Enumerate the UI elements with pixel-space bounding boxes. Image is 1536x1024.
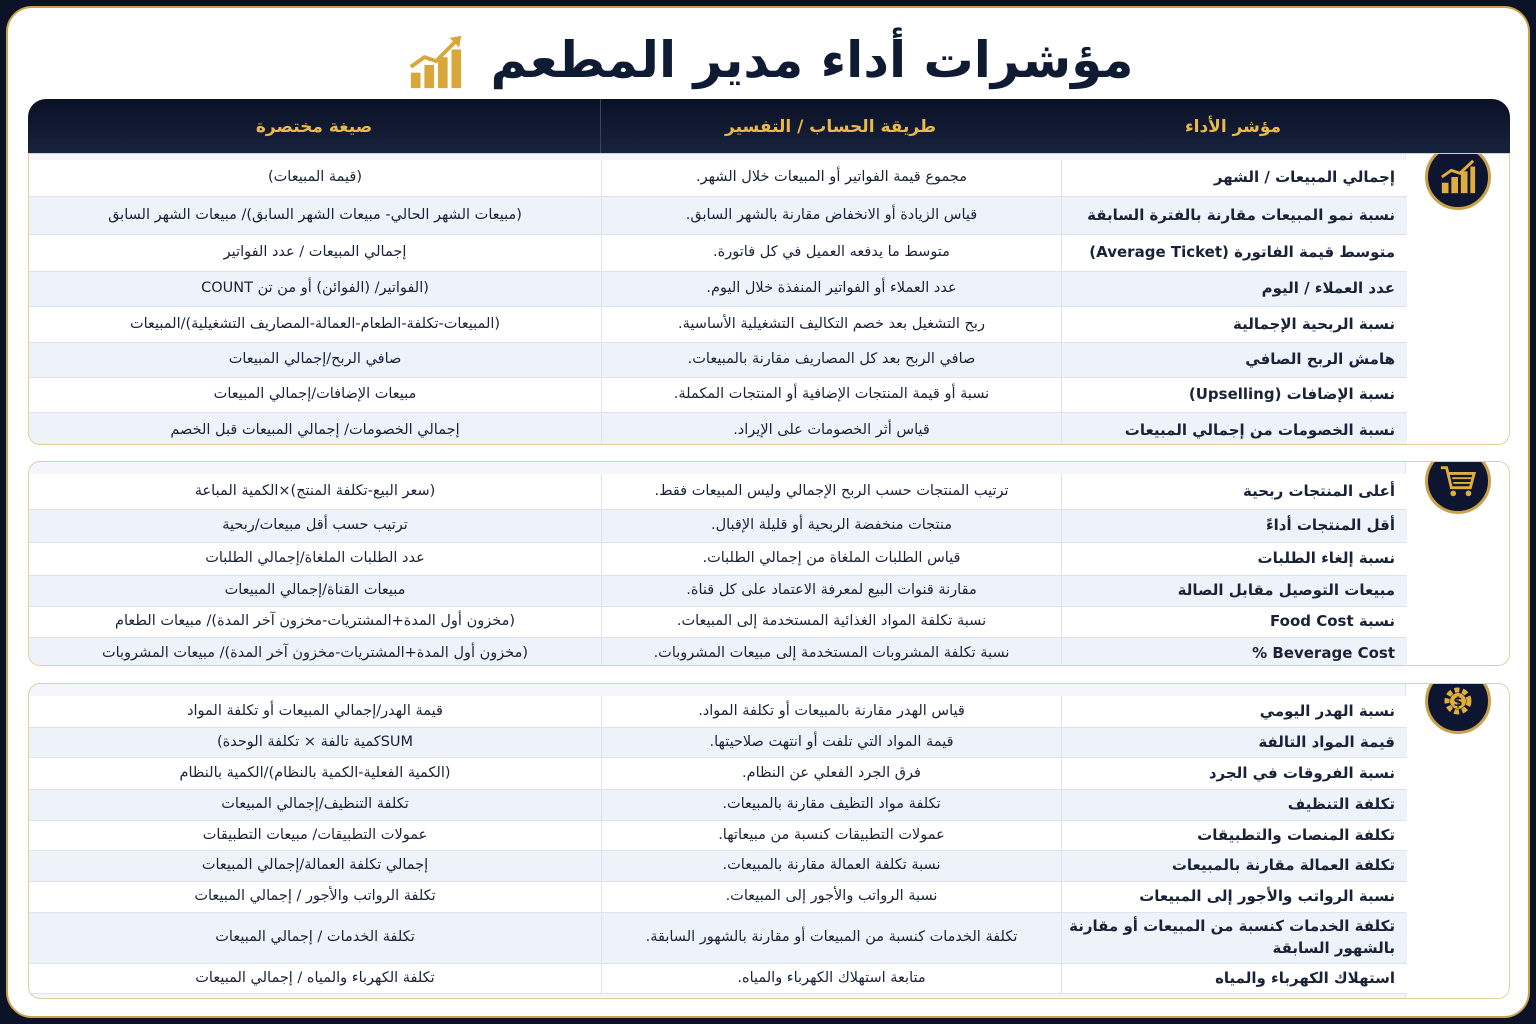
method-cell: تكلفة الخدمات كنسبة من المبيعات أو مقارنة بالشهور السابقة. <box>601 913 1061 963</box>
formula-cell: إجمالي المبيعات / عدد الفواتير <box>223 244 407 261</box>
kpi-cell: استهلاك الكهرباء والمياه <box>1061 964 1407 993</box>
cost-gear-icon <box>1425 683 1491 734</box>
formula-cell: تكلفة التنظيف/إجمالي المبيعات <box>221 796 409 813</box>
method-cell: عدد العملاء أو الفواتير المنفذة خلال اليوم. <box>601 272 1061 306</box>
kpi-cell: نسبة الهدر اليومي <box>1061 696 1407 727</box>
method-cell: قياس الطلبات الملغاة من إجمالي الطلبات. <box>601 543 1061 575</box>
table-row <box>29 272 1407 307</box>
formula-cell: عدد الطلبات الملغاة/إجمالي الطلبات <box>205 550 425 567</box>
table-row <box>29 543 1407 576</box>
method-cell: نسبة تكلفة المشروبات المستخدمة إلى مبيعات المشروبات. <box>601 638 1061 666</box>
table-row <box>29 307 1407 343</box>
formula-cell: (سعر البيع-تكلفة المنتج)×الكمية المباعة <box>194 482 436 499</box>
page-title: مؤشرات أداء مدير المطعم <box>490 31 1134 89</box>
kpi-cell: نسبة إلغاء الطلبات <box>1061 543 1407 575</box>
table-row <box>29 790 1407 821</box>
kpi-cell: نسبة Food Cost <box>1061 607 1407 637</box>
table-row <box>29 851 1407 882</box>
table-row <box>29 638 1407 666</box>
kpi-cell: مبيعات التوصيل مقابل الصالة <box>1061 576 1407 606</box>
method-cell: منتجات منخفضة الربحية أو قليلة الإقبال. <box>601 510 1061 542</box>
method-cell: عمولات التطبيقات كنسبة من مبيعاتها. <box>601 821 1061 850</box>
header-formula: صيغة مختصرة <box>255 117 373 137</box>
table-row <box>29 964 1407 994</box>
formula-cell: (المبيعات-تكلفة-الطعام-العمالة-المصاريف التشغيلية)/المبيعات <box>129 315 501 332</box>
svg-text:$: $ <box>1453 695 1463 710</box>
kpi-cell: إجمالي المبيعات / الشهر <box>1061 160 1407 196</box>
table-row <box>29 882 1407 913</box>
kpi-cell: تكلفة المنصات والتطبيقات <box>1061 821 1407 850</box>
header-kpi: مؤشر الأداء <box>1184 117 1282 137</box>
method-cell: نسبة الرواتب والأجور إلى المبيعات. <box>601 882 1061 912</box>
formula-cell: (الفواتير/ (الفوائن) أو من تن COUNT <box>201 280 429 297</box>
kpi-cell: متوسط قيمة الفاتورة (Average Ticket) <box>1061 235 1407 271</box>
kpi-cell: نسبة نمو المبيعات مقارنة بالفترة السابقة <box>1061 197 1407 234</box>
formula-cell: مبيعات الإضافات/إجمالي المبيعات <box>213 386 417 403</box>
formula-cell: إجمالي الخصومات/ إجمالي المبيعات قبل الخصم <box>170 421 460 438</box>
table-header <box>28 99 1510 155</box>
section-icon-column <box>1405 684 1509 998</box>
formula-cell: (قيمة المبيعات) <box>267 169 363 186</box>
kpi-cell: هامش الربح الصافي <box>1061 343 1407 377</box>
kpi-cell: تكلفة الخدمات كنسبة من المبيعات أو مقارنة بالشهور السابقة <box>1061 913 1407 963</box>
method-cell: صافي الربح بعد كل المصاريف مقارنة بالمبيعات. <box>601 343 1061 377</box>
section-sales <box>28 153 1510 445</box>
table-row <box>29 607 1407 638</box>
formula-cell: إجمالي تكلفة العمالة/إجمالي المبيعات <box>201 857 429 874</box>
kpi-cell: نسبة الفروقات في الجرد <box>1061 758 1407 789</box>
formula-cell: صافي الربح/إجمالي المبيعات <box>228 351 402 368</box>
table-row <box>29 821 1407 851</box>
table-row <box>29 913 1407 964</box>
table-row <box>29 197 1407 235</box>
section-products <box>28 461 1510 666</box>
method-cell: قياس الهدر مقارنة بالمبيعات أو تكلفة المواد. <box>601 696 1061 727</box>
method-cell: مجموع قيمة الفواتير أو المبيعات خلال الشهر. <box>601 160 1061 196</box>
method-cell: قيمة المواد التي تلفت أو انتهت صلاحيتها. <box>601 728 1061 757</box>
table-row <box>29 378 1407 413</box>
table-row <box>29 474 1407 510</box>
method-cell: فرق الجرد الفعلي عن النظام. <box>601 758 1061 789</box>
table-row <box>29 160 1407 197</box>
table-row <box>29 696 1407 728</box>
kpi-cell: تكلفة العمالة مقارنة بالمبيعات <box>1061 851 1407 881</box>
table-row <box>29 510 1407 543</box>
method-cell: تكلفة مواد التظيف مقارنة بالمبيعات. <box>601 790 1061 820</box>
formula-cell: تكلفة الكهرباء والمياه / إجمالي المبيعات <box>195 969 435 986</box>
method-cell: متابعة استهلاك الكهرباء والمياه. <box>601 964 1061 993</box>
kpi-cell: تكلفة التنظيف <box>1061 790 1407 820</box>
kpi-page <box>6 6 1530 1018</box>
formula-cell: قيمة الهدر/إجمالي المبيعات أو تكلفة المواد <box>187 702 443 719</box>
method-cell: ربح التشغيل بعد خصم التكاليف التشغيلية الأساسية. <box>601 307 1061 342</box>
kpi-cell: نسبة الربحية الإجمالية <box>1061 307 1407 342</box>
table-row <box>29 235 1407 272</box>
kpi-cell: أقل المنتجات أداءً <box>1061 510 1407 542</box>
method-cell: نسبة تكلفة المواد الغذائية المستخدمة إلى المبيعات. <box>601 607 1061 637</box>
kpi-cell: نسبة الإضافات (Upselling) <box>1061 378 1407 412</box>
section-icon-column <box>1405 462 1509 665</box>
kpi-cell: أعلى المنتجات ربحية <box>1061 474 1407 509</box>
shopping-cart-icon <box>1425 461 1491 514</box>
table-row <box>29 728 1407 758</box>
formula-cell: مبيعات القناة/إجمالي المبيعات <box>224 582 406 599</box>
method-cell: نسبة تكلفة العمالة مقارنة بالمبيعات. <box>601 851 1061 881</box>
method-cell: قياس أثر الخصومات على الإيراد. <box>601 413 1061 445</box>
method-cell: ترتيب المنتجات حسب الربح الإجمالي وليس المبيعات فقط. <box>601 474 1061 509</box>
table-row <box>29 343 1407 378</box>
formula-cell: (الكمية الفعلية-الكمية بالنظام)/الكمية بالنظام <box>179 764 451 781</box>
table-row <box>29 576 1407 607</box>
growth-chart-icon <box>1425 153 1491 210</box>
formula-cell: SUMكمية تالفة × تكلفة الوحدة) <box>216 733 414 750</box>
kpi-cell: قيمة المواد التالفة <box>1061 728 1407 757</box>
section-costs <box>28 683 1510 999</box>
formula-cell: عمولات التطبيقات/ مبيعات التطبيقات <box>202 826 428 843</box>
formula-cell: (مبيعات الشهر الحالي- مبيعات الشهر السابق)/ مبيعات الشهر السابق <box>108 206 522 223</box>
kpi-cell: نسبة الخصومات من إجمالي المبيعات <box>1061 413 1407 445</box>
title-bar <box>8 20 1530 100</box>
formula-cell: تكلفة الرواتب والأجور / إجمالي المبيعات <box>194 888 436 905</box>
table-row <box>29 758 1407 790</box>
growth-chart-icon <box>407 34 465 92</box>
table-row <box>29 413 1407 445</box>
formula-cell: ترتيب حسب أقل مبيعات/ربحية <box>222 517 408 534</box>
header-method: طريقة الحساب / التفسير <box>600 99 1060 155</box>
method-cell: مقارنة قنوات البيع لمعرفة الاعتماد على كل قناة. <box>601 576 1061 606</box>
section-icon-column <box>1405 154 1509 444</box>
method-cell: نسبة أو قيمة المنتجات الإضافية أو المنتجات المكملة. <box>601 378 1061 412</box>
formula-cell: (مخزون أول المدة+المشتريات-مخزون آخر المدة)/ مبيعات الطعام <box>115 613 515 630</box>
kpi-cell: نسبة الرواتب والأجور إلى المبيعات <box>1061 882 1407 912</box>
formula-cell: تكلفة الخدمات / إجمالي المبيعات <box>215 929 415 946</box>
method-cell: قياس الزيادة أو الانخفاض مقارنة بالشهر السابق. <box>601 197 1061 234</box>
method-cell: متوسط ما يدفعه العميل في كل فاتورة. <box>601 235 1061 271</box>
formula-cell: (مخزون أول المدة+المشتريات-مخزون آخر المدة)/ مبيعات المشروبات <box>101 644 529 661</box>
kpi-cell: عدد العملاء / اليوم <box>1061 272 1407 306</box>
kpi-cell: Beverage Cost % <box>1061 638 1407 666</box>
